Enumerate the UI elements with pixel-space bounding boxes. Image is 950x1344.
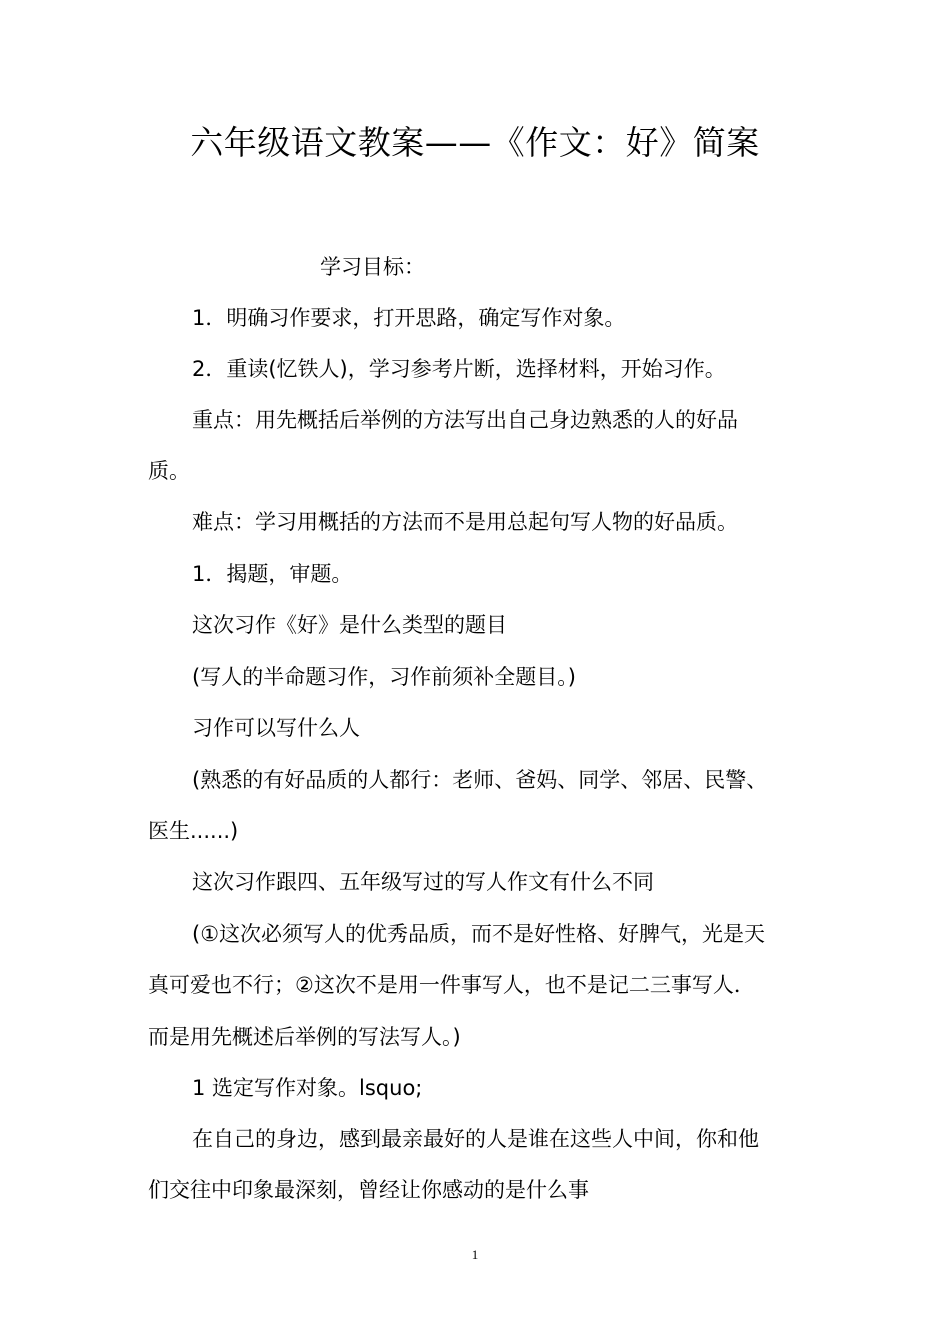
paragraph-line: 2．重读(忆铁人)，学习参考片断，选择材料，开始习作。 (192, 357, 726, 381)
paragraph-line: 习作可以写什么人 (192, 716, 360, 740)
paragraph-line: 在自己的身边，感到最亲最好的人是谁在这些人中间，你和他 (192, 1127, 759, 1151)
paragraph-line: 1 选定写作对象。lsquo; (192, 1076, 423, 1100)
paragraph-line: 真可爱也不行；②这次不是用一件事写人，也不是记二三事写人． (148, 973, 755, 997)
section-heading-learning-goals: 学习目标： (320, 255, 425, 279)
paragraph-line: 这次习作跟四、五年级写过的写人作文有什么不同 (192, 870, 654, 894)
paragraph-line: 质。 (148, 459, 190, 483)
paragraph-line: 难点：学习用概括的方法而不是用总起句写人物的好品质。 (192, 510, 738, 534)
paragraph-line: (①这次必须写人的优秀品质，而不是好性格、好脾气，光是天 (192, 922, 766, 946)
paragraph-line: 这次习作《好》是什么类型的题目 (192, 613, 507, 637)
document-title: 六年级语文教案——《作文：好》简案 (190, 123, 760, 162)
paragraph-line: (写人的半命题习作，习作前须补全题目。) (192, 665, 576, 689)
paragraph-line: 1．明确习作要求，打开思路，确定写作对象。 (192, 306, 626, 330)
paragraph-line: 1．揭题，审题。 (192, 562, 353, 586)
page-number: 1 (471, 1247, 479, 1262)
paragraph-line: 们交往中印象最深刻，曾经让你感动的是什么事 (148, 1178, 589, 1202)
paragraph-line: 而是用先概述后举例的写法写人。) (148, 1025, 461, 1049)
paragraph-line: 重点：用先概括后举例的方法写出自己身边熟悉的人的好品 (192, 408, 738, 432)
paragraph-line: 医生......) (148, 819, 239, 843)
paragraph-line: (熟悉的有好品质的人都行：老师、爸妈、同学、邻居、民警、 (192, 768, 768, 792)
